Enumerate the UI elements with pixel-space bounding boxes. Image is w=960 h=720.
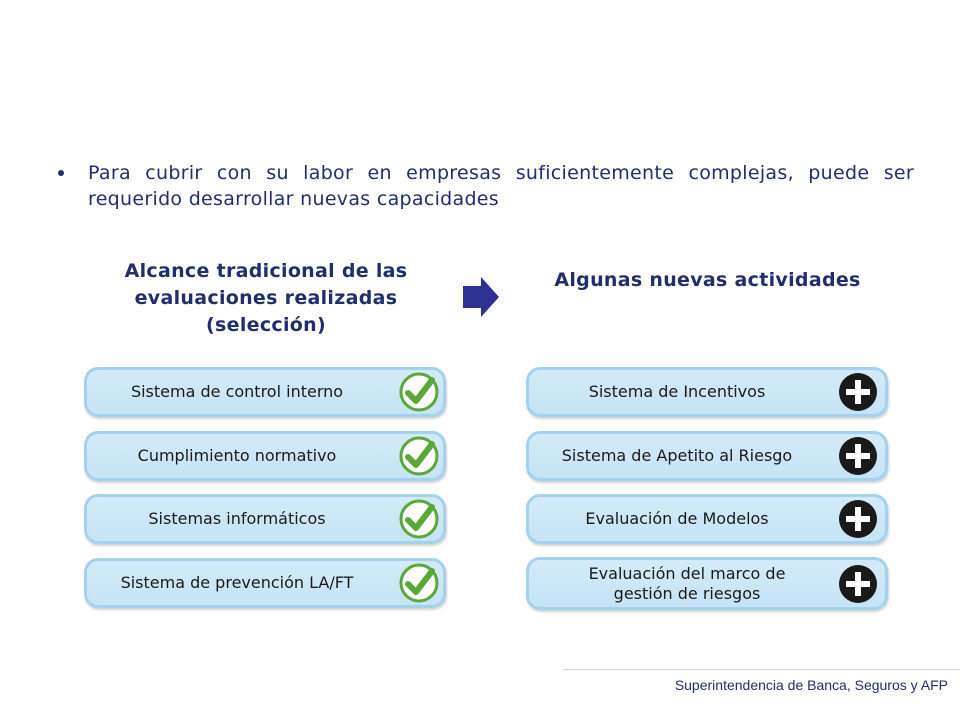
left-item-label: Sistemas informáticos <box>148 509 326 528</box>
plus-icon <box>839 373 877 411</box>
bullet-text: Para cubrir con su labor en empresas suficientemente complejas, puede ser requerido desarrollar nuevas capacidades <box>88 162 914 210</box>
right-item-marco-riesgos <box>526 557 888 610</box>
left-item-label: Sistema de prevención LA/FT <box>120 573 354 592</box>
footer-organization: Superintendencia de Banca, Seguros y AFP <box>674 677 948 693</box>
check-icon <box>399 499 439 539</box>
left-item-label: Cumplimiento normativo <box>137 446 337 465</box>
left-item-control-interno <box>84 367 446 417</box>
right-arrow-icon <box>463 277 499 317</box>
bullet-dot <box>58 170 64 176</box>
right-item-label: Evaluación del marco de gestión de riesgos <box>588 563 786 603</box>
left-item-cumplimiento <box>84 431 446 481</box>
plus-icon <box>839 500 877 538</box>
right-item-label: Evaluación de Modelos <box>585 509 769 528</box>
left-item-prevencion <box>84 558 446 608</box>
check-icon <box>399 436 439 476</box>
bullet-point <box>58 160 914 212</box>
left-item-informaticos <box>84 494 446 544</box>
footer-divider <box>563 669 960 670</box>
plus-icon <box>839 565 877 603</box>
check-icon <box>399 372 439 412</box>
right-column-heading: Algunas nuevas actividades <box>554 269 861 291</box>
right-item-incentivos <box>526 367 888 417</box>
right-item-modelos <box>526 494 888 544</box>
check-icon <box>399 563 439 603</box>
left-item-label: Sistema de control interno <box>130 382 344 401</box>
left-column-heading: Alcance tradicional de las evaluaciones realizadas (selección) <box>124 260 408 336</box>
right-item-apetito <box>526 431 888 481</box>
right-item-label: Sistema de Incentivos <box>588 382 766 401</box>
plus-icon <box>839 437 877 475</box>
right-item-label: Sistema de Apetito al Riesgo <box>561 446 793 465</box>
